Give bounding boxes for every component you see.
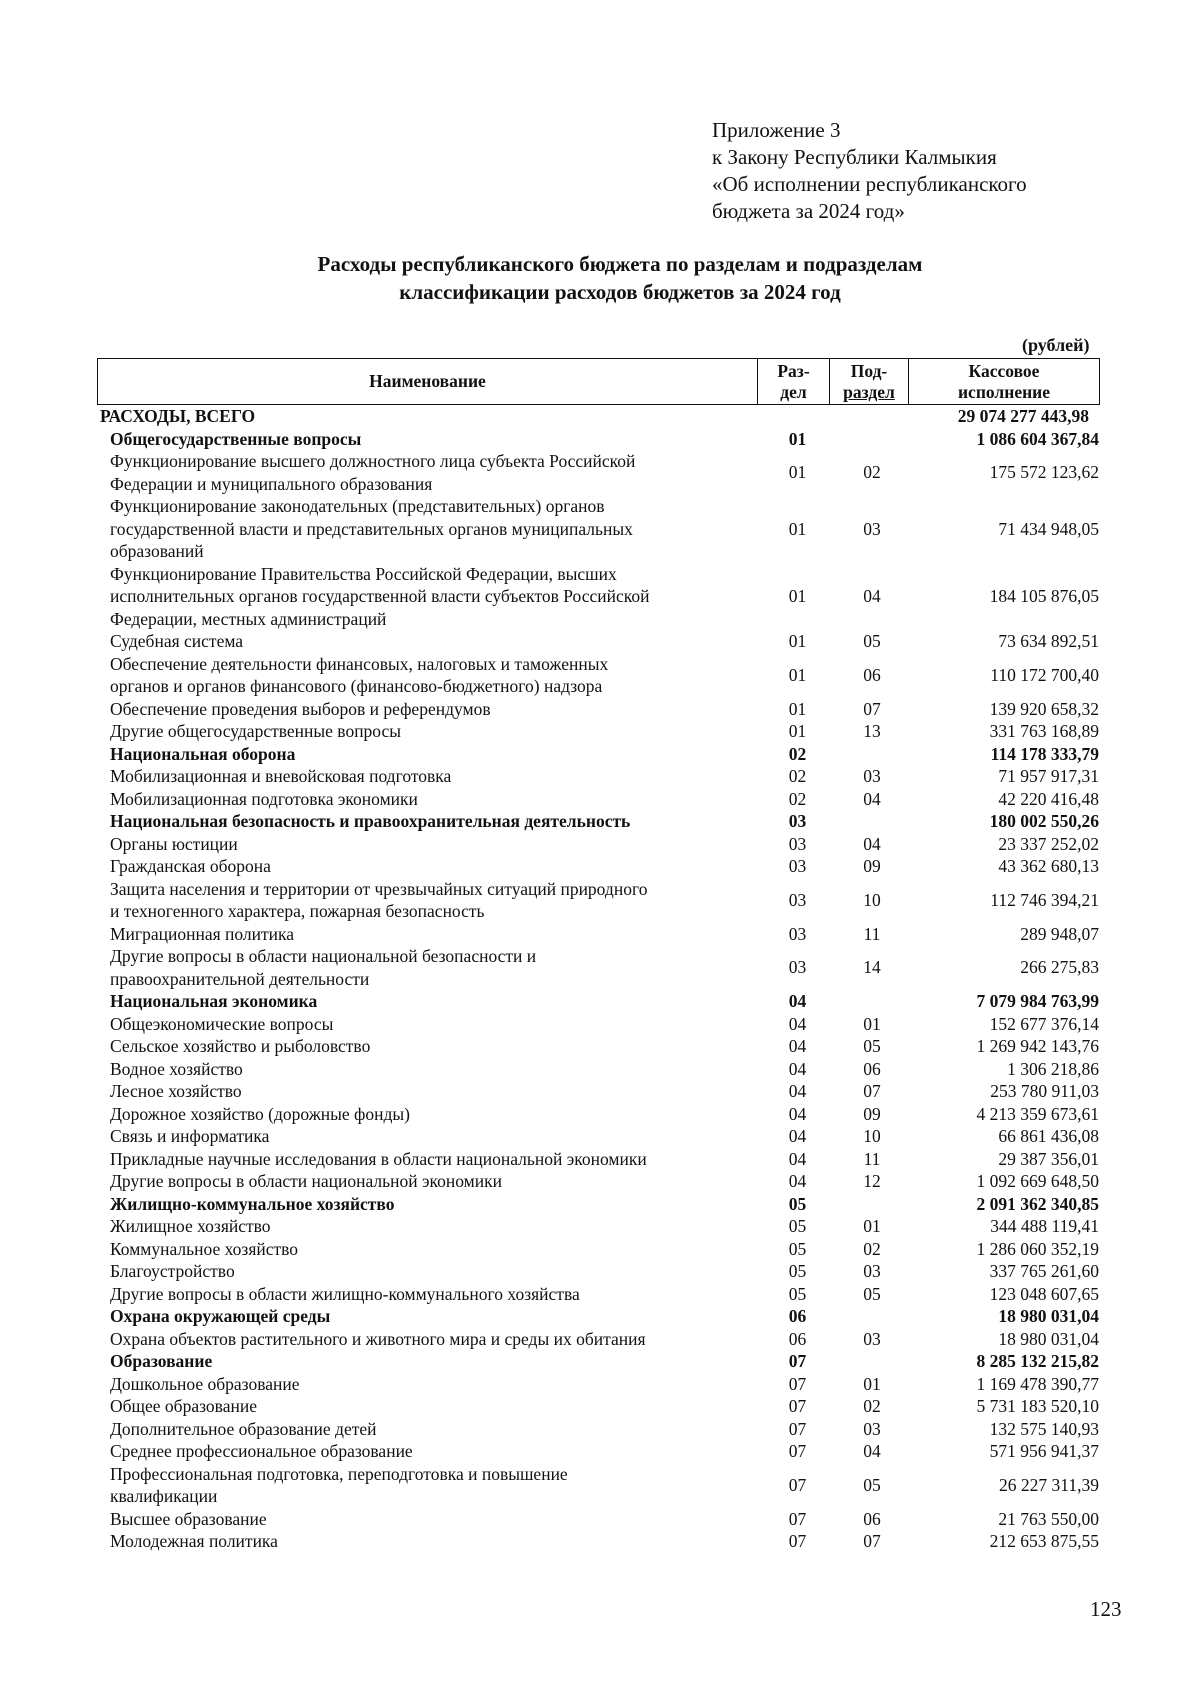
header-podrazdel-line1: Под-	[850, 360, 888, 381]
table-row	[97, 765, 1100, 788]
row-sum: 4 213 359 673,61	[976, 1103, 1099, 1124]
row-podrazdel: 05	[863, 1036, 881, 1056]
header-name	[97, 359, 758, 404]
table-row	[97, 630, 1100, 653]
row-podrazdel: 10	[863, 1126, 881, 1146]
table-row	[97, 743, 1100, 766]
row-podrazdel: 07	[863, 698, 881, 719]
row-name: Другие общегосударственные вопросы	[110, 721, 402, 741]
row-razdel: 03	[788, 811, 807, 831]
row-sum: 289 948,07	[1020, 923, 1099, 944]
row-name: Мобилизационная подготовка экономики	[110, 788, 418, 809]
table-row	[97, 1440, 1100, 1463]
row-name: Сельское хозяйство и рыболовство	[110, 1036, 371, 1056]
row-podrazdel: 09	[863, 1103, 881, 1124]
table-row	[97, 653, 1100, 698]
row-podrazdel: 06	[863, 664, 881, 685]
row-podrazdel: 10	[863, 889, 881, 910]
table-row	[97, 1328, 1100, 1351]
row-razdel: 04	[788, 1171, 807, 1191]
row-name: Судебная система	[110, 631, 244, 651]
table-row	[97, 698, 1100, 721]
row-podrazdel: 02	[863, 1238, 881, 1259]
row-podrazdel: 05	[863, 1283, 881, 1304]
row-podrazdel: 02	[863, 462, 881, 483]
row-name: Функционирование законодательных (представительных) органов государственной власти и представительных органов муниципальных образований	[110, 496, 633, 561]
row-razdel: 03	[788, 923, 807, 944]
row-razdel: 02	[788, 788, 807, 809]
row-sum: 175 572 123,62	[989, 462, 1099, 483]
row-razdel: 05	[788, 1193, 807, 1214]
row-name: Охрана объектов растительного и животного мира и среды их обитания	[110, 1328, 646, 1349]
row-sum: 253 780 911,03	[990, 1081, 1099, 1101]
row-name: Обеспечение проведения выборов и референдумов	[110, 698, 491, 719]
row-name: Органы юстиции	[110, 833, 238, 854]
row-sum: 1 286 060 352,19	[976, 1238, 1099, 1259]
row-podrazdel: 04	[863, 833, 881, 854]
row-razdel: 04	[788, 1081, 807, 1101]
table-row	[97, 1148, 1100, 1171]
table-row	[97, 833, 1100, 856]
row-razdel: 04	[788, 1058, 807, 1079]
row-razdel: 07	[788, 1531, 807, 1551]
header-razdel	[758, 359, 830, 404]
row-podrazdel: 11	[863, 923, 881, 944]
row-razdel: 07	[788, 1508, 807, 1529]
table-row	[97, 450, 1100, 495]
table-header	[97, 358, 1100, 405]
row-podrazdel: 07	[863, 1531, 881, 1551]
row-name: Дошкольное образование	[110, 1373, 300, 1394]
row-sum: 18 980 031,04	[998, 1328, 1099, 1349]
table-row	[97, 1238, 1100, 1261]
row-sum: 23 337 252,02	[998, 833, 1099, 854]
units-label: (рублей)	[1022, 335, 1090, 355]
row-podrazdel: 02	[863, 1396, 881, 1416]
row-razdel: 06	[788, 1306, 807, 1326]
row-name: Водное хозяйство	[110, 1058, 243, 1079]
row-name: Общее образование	[110, 1396, 257, 1416]
table-row	[97, 1373, 1100, 1396]
table-body	[97, 405, 1100, 1553]
row-name: Общеэкономические вопросы	[110, 1013, 334, 1034]
table-row	[97, 1350, 1100, 1373]
table-row	[97, 878, 1100, 923]
title-line: классификации расходов бюджетов за 2024 год	[399, 280, 841, 304]
row-podrazdel: 04	[863, 788, 881, 809]
row-sum: 43 362 680,13	[998, 856, 1099, 876]
row-sum: 66 861 436,08	[998, 1126, 1099, 1146]
row-sum: 212 653 875,55	[989, 1531, 1099, 1551]
table-row	[97, 1215, 1100, 1238]
row-sum: 152 677 376,14	[989, 1013, 1099, 1034]
row-sum: 344 488 119,41	[990, 1216, 1099, 1236]
table-row	[97, 405, 1100, 428]
table-row	[97, 1260, 1100, 1283]
row-sum: 266 275,83	[1020, 957, 1099, 978]
row-podrazdel: 03	[863, 1418, 881, 1439]
appendix-line: Приложение 3	[712, 118, 841, 142]
table-row	[97, 990, 1100, 1013]
table-row	[97, 1530, 1100, 1553]
row-sum: 1 306 218,86	[1007, 1058, 1099, 1079]
row-name: Национальная оборона	[110, 743, 296, 764]
row-name: Жилищное хозяйство	[110, 1216, 271, 1236]
row-podrazdel: 01	[863, 1216, 881, 1236]
row-razdel: 01	[788, 462, 807, 483]
row-razdel: 05	[788, 1216, 807, 1236]
row-sum: 7 079 984 763,99	[976, 991, 1099, 1011]
row-sum: 18 980 031,04	[998, 1306, 1099, 1326]
header-razdel-line2: дел	[780, 381, 807, 402]
row-razdel: 05	[788, 1261, 807, 1281]
row-sum: 5 731 183 520,10	[976, 1396, 1099, 1416]
row-razdel: 07	[788, 1441, 807, 1461]
row-podrazdel: 04	[863, 586, 881, 606]
row-name: Национальная экономика	[110, 991, 318, 1011]
row-name: Благоустройство	[110, 1261, 235, 1281]
header-podrazdel-line2: раздел	[843, 381, 895, 402]
row-podrazdel: 03	[863, 518, 881, 539]
header-sum-line1: Кассовое	[968, 360, 1040, 381]
row-razdel: 07	[788, 1418, 807, 1439]
row-name: РАСХОДЫ, ВСЕГО	[100, 406, 256, 426]
row-name: Национальная безопасность и правоохранительная деятельность	[110, 811, 631, 831]
appendix-line: к Закону Республики Калмыкия	[712, 145, 997, 169]
row-sum: 180 002 550,26	[989, 811, 1099, 831]
row-name: Образование	[110, 1351, 213, 1371]
row-razdel: 03	[788, 833, 807, 854]
row-podrazdel: 01	[863, 1373, 881, 1394]
row-razdel: 01	[788, 698, 807, 719]
row-razdel: 03	[788, 889, 807, 910]
row-razdel: 04	[788, 1036, 807, 1056]
row-name: Функционирование высшего должностного лица субъекта Российской Федерации и муниципального образования	[110, 451, 636, 494]
row-sum: 1 269 942 143,76	[976, 1036, 1099, 1056]
row-name: Коммунальное хозяйство	[110, 1238, 299, 1259]
row-podrazdel: 11	[863, 1148, 881, 1169]
row-name: Гражданская оборона	[110, 856, 271, 876]
row-razdel: 01	[788, 586, 807, 606]
row-podrazdel: 06	[863, 1058, 881, 1079]
row-sum: 26 227 311,39	[999, 1474, 1099, 1495]
row-razdel: 01	[788, 721, 807, 741]
table-row	[97, 495, 1100, 563]
row-sum: 331 763 168,89	[989, 721, 1099, 741]
table-row	[97, 1013, 1100, 1036]
row-name: Другие вопросы в области национальной экономики	[110, 1171, 502, 1191]
row-sum: 71 434 948,05	[998, 518, 1099, 539]
row-name: Дополнительное образование детей	[110, 1418, 377, 1439]
row-name: Молодежная политика	[110, 1531, 278, 1551]
row-sum: 139 920 658,32	[989, 698, 1099, 719]
row-name: Лесное хозяйство	[110, 1081, 242, 1101]
row-razdel: 04	[788, 991, 807, 1011]
row-razdel: 03	[788, 856, 807, 876]
row-name: Другие вопросы в области национальной безопасности и правоохранительной деятельности	[110, 946, 537, 989]
table-row	[97, 1508, 1100, 1531]
row-razdel: 04	[788, 1148, 807, 1169]
row-razdel: 07	[788, 1396, 807, 1416]
row-sum: 71 957 917,31	[998, 766, 1099, 786]
row-podrazdel: 05	[863, 631, 881, 651]
row-sum: 2 091 362 340,85	[976, 1193, 1099, 1214]
row-razdel: 04	[788, 1103, 807, 1124]
row-razdel: 07	[788, 1373, 807, 1394]
row-podrazdel: 03	[863, 1328, 881, 1349]
table-row	[97, 1035, 1100, 1058]
row-razdel: 01	[788, 518, 807, 539]
table-row	[97, 788, 1100, 811]
table-row	[97, 810, 1100, 833]
table-row	[97, 1058, 1100, 1081]
row-sum: 123 048 607,65	[989, 1283, 1099, 1304]
row-name: Высшее образование	[110, 1508, 267, 1529]
row-name: Защита населения и территории от чрезвычайных ситуаций природного и техногенного характера, пожарная безопасность	[110, 878, 648, 921]
table-row	[97, 720, 1100, 743]
row-sum: 29 387 356,01	[998, 1148, 1099, 1169]
row-name: Жилищно-коммунальное хозяйство	[110, 1193, 395, 1214]
table-row	[97, 1463, 1100, 1508]
row-razdel: 05	[788, 1238, 807, 1259]
row-podrazdel: 04	[863, 1441, 881, 1461]
row-name: Связь и информатика	[110, 1126, 270, 1146]
row-podrazdel: 01	[863, 1013, 881, 1034]
row-razdel: 01	[788, 631, 807, 651]
header-name-label: Наименование	[369, 371, 486, 391]
row-sum: 73 634 892,51	[998, 631, 1099, 651]
row-razdel: 02	[788, 743, 807, 764]
row-sum: 21 763 550,00	[998, 1508, 1099, 1529]
row-name: Другие вопросы в области жилищно-коммунального хозяйства	[110, 1283, 580, 1304]
page-number: 123	[1090, 1597, 1122, 1621]
row-razdel: 01	[788, 428, 807, 449]
row-podrazdel: 03	[863, 1261, 881, 1281]
row-sum: 1 092 669 648,50	[976, 1171, 1099, 1191]
header-podrazdel	[830, 359, 909, 404]
table-row	[97, 1395, 1100, 1418]
row-razdel: 01	[788, 664, 807, 685]
row-name: Общегосударственные вопросы	[110, 428, 362, 449]
table-row	[97, 1103, 1100, 1126]
table-row	[97, 1080, 1100, 1103]
row-podrazdel: 03	[863, 766, 881, 786]
header-sum-line2: исполнение	[957, 381, 1051, 402]
row-sum: 42 220 416,48	[998, 788, 1099, 809]
row-razdel: 07	[788, 1474, 807, 1495]
row-podrazdel: 07	[863, 1081, 881, 1101]
table-row	[97, 855, 1100, 878]
row-sum: 571 956 941,37	[989, 1441, 1099, 1461]
table-row	[97, 563, 1100, 631]
row-name: Обеспечение деятельности финансовых, налоговых и таможенных органов и органов финансового (финансово-бюджетного) надзора	[110, 653, 609, 696]
table-row	[97, 1418, 1100, 1441]
row-sum: 110 172 700,40	[990, 664, 1099, 685]
row-podrazdel: 06	[863, 1508, 881, 1529]
appendix-line: «Об исполнении республиканского	[712, 172, 1027, 196]
table-row	[97, 1283, 1100, 1306]
table-row	[97, 1305, 1100, 1328]
row-name: Среднее профессиональное образование	[110, 1441, 413, 1461]
row-name: Дорожное хозяйство (дорожные фонды)	[110, 1103, 411, 1124]
table-row	[97, 923, 1100, 946]
appendix-block	[712, 117, 1027, 225]
appendix-line: бюджета за 2024 год»	[712, 199, 905, 223]
row-sum: 114 178 333,79	[990, 743, 1099, 764]
table-row	[97, 428, 1100, 451]
row-name: Профессиональная подготовка, переподготовка и повышение квалификации	[110, 1463, 568, 1506]
row-razdel: 03	[788, 957, 807, 978]
row-name: Функционирование Правительства Российской Федерации, высших исполнительных органов государственной власти субъектов Российской Федерации, местных администраций	[110, 563, 650, 629]
row-razdel: 04	[788, 1126, 807, 1146]
row-sum: 8 285 132 215,82	[976, 1351, 1099, 1371]
row-podrazdel: 12	[863, 1171, 881, 1191]
title-line: Расходы республиканского бюджета по разделам и подразделам	[317, 252, 923, 276]
header-razdel-line1: Раз-	[777, 360, 810, 381]
row-name: Прикладные научные исследования в области национальной экономики	[110, 1148, 647, 1169]
row-podrazdel: 13	[863, 721, 881, 741]
document-title	[0, 250, 1200, 306]
table-row	[97, 1170, 1100, 1193]
row-razdel: 02	[788, 766, 807, 786]
row-razdel: 06	[788, 1328, 807, 1349]
row-name: Мобилизационная и вневойсковая подготовка	[110, 766, 452, 786]
table-row	[97, 945, 1100, 990]
row-razdel: 04	[788, 1013, 807, 1034]
row-razdel: 07	[788, 1351, 807, 1371]
row-razdel: 05	[788, 1283, 807, 1304]
row-podrazdel: 09	[863, 856, 881, 876]
row-sum: 1 169 478 390,77	[976, 1373, 1099, 1394]
row-sum: 1 086 604 367,84	[976, 428, 1099, 449]
row-name: Миграционная политика	[110, 923, 295, 944]
row-podrazdel: 05	[863, 1474, 881, 1495]
row-sum: 132 575 140,93	[989, 1418, 1099, 1439]
row-sum: 337 765 261,60	[989, 1261, 1099, 1281]
row-podrazdel: 14	[863, 957, 881, 978]
table-row	[97, 1125, 1100, 1148]
table-row	[97, 1193, 1100, 1216]
row-name: Охрана окружающей среды	[110, 1306, 331, 1326]
row-sum: 184 105 876,05	[989, 586, 1099, 606]
row-sum: 112 746 394,21	[990, 889, 1099, 910]
row-sum: 29 074 277 443,98	[957, 406, 1089, 426]
header-sum	[909, 359, 1100, 404]
